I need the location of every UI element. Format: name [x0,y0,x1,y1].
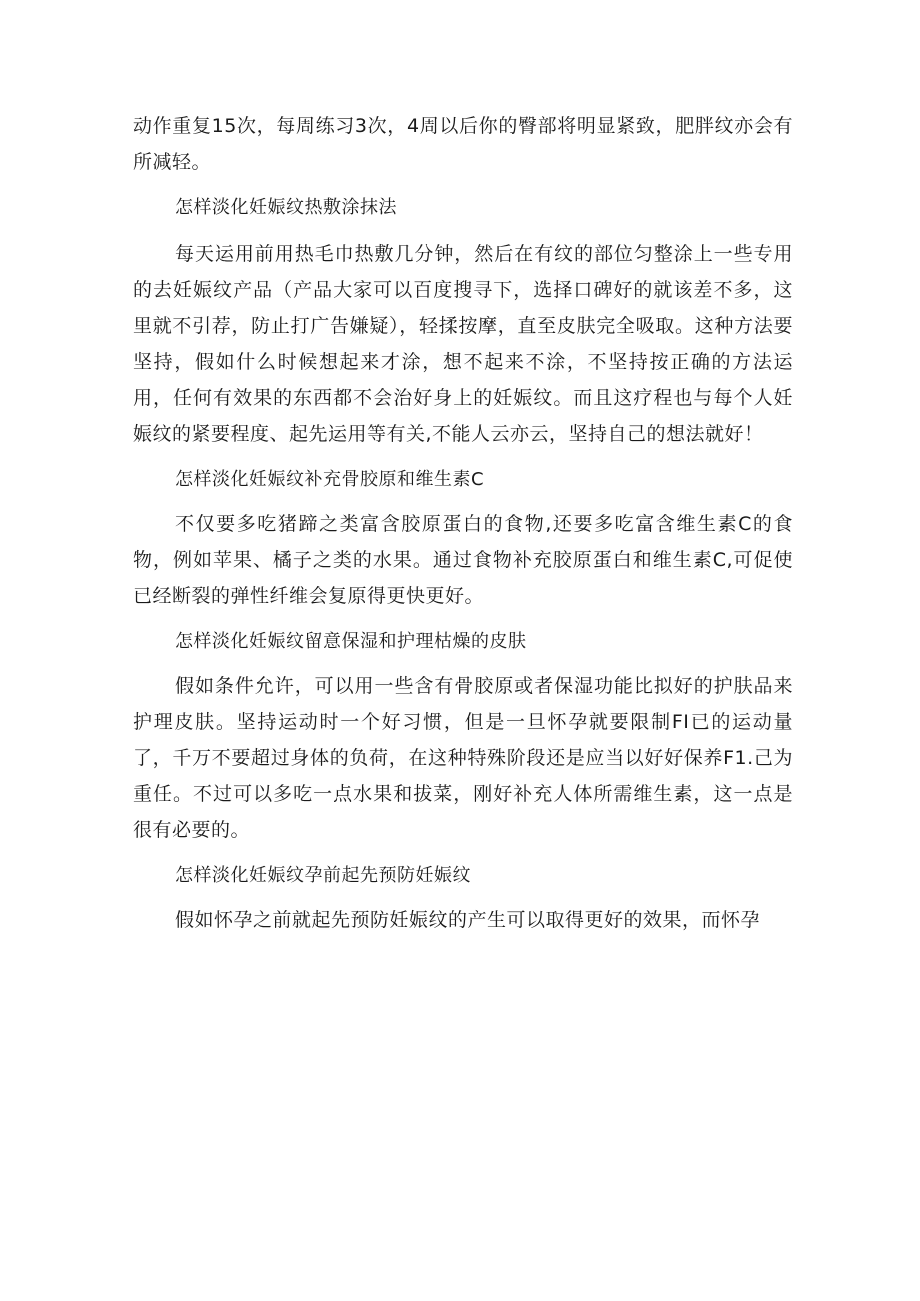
paragraph-exercise-repeat: 动作重复15次，每周练习3次，4周以后你的臀部将明显紧致，肥胖纹亦会有所减轻。 [133,115,793,173]
heading-pre-pregnancy: 怎样淡化妊娠纹孕前起先预防妊娠纹 [175,865,471,886]
paragraph-collagen-vitamin-c: 不仅要多吃猪蹄之类富含胶原蛋白的食物,还要多吃富含维生素C的食物，例如苹果、橘子之类的水果。通过食物补充胶原蛋白和维生素C,可促使已经断裂的弹性纤维会复原得更快更好。 [133,513,793,607]
spacer [133,452,793,462]
spacer [133,226,793,236]
spacer [133,614,793,624]
heading-moisturize: 怎样淡化妊娠纹留意保湿和护理枯燥的皮肤 [175,631,527,652]
paragraph-pre-pregnancy: 假如怀孕之前就起先预防妊娠纹的产生可以取得更好的效果，而怀孕 [175,909,761,931]
spacer [133,848,793,858]
paragraph-moisturize: 假如条件允许，可以用一些含有骨胶原或者保湿功能比拟好的护肤品来护理皮肤。坚持运动时一个好习惯，但是一旦怀孕就要限制FI已的运动量了，千万不要超过身体的负荷，在这种特殊阶段还是应当以好好保养F1.己为重任。不过可以多吃一点水果和拔菜，刚好补充人体所需维生素，这一点是很有必要的。 [133,675,793,841]
spacer [133,660,793,668]
heading-hot-compress: 怎样淡化妊娠纹热敷涂抹法 [175,197,397,218]
spacer [133,894,793,902]
heading-collagen-vitamin-c: 怎样淡化妊娠纹补充骨胶原和维生素C [175,469,485,490]
spacer [133,180,793,190]
document-body [133,108,793,938]
spacer [133,498,793,506]
paragraph-hot-compress: 每天运用前用热毛巾热敷几分钟，然后在有纹的部位匀整涂上一些专用的去妊娠纹产品（产品大家可以百度搜寻下，选择口碑好的就该差不多，这里就不引荐，防止打广告嫌疑），轻揉按摩，直至皮肤完全吸取。这种方法要坚持，假如什么时候想起来才涂，想不起来不涂，不坚持按正确的方法运用，任何有效果的东西都不会治好身上的妊娠纹。而且这疗程也与每个人妊娠纹的紧要程度、起先运用等有关,不能人云亦云，坚持自己的想法就好！ [133,243,793,445]
